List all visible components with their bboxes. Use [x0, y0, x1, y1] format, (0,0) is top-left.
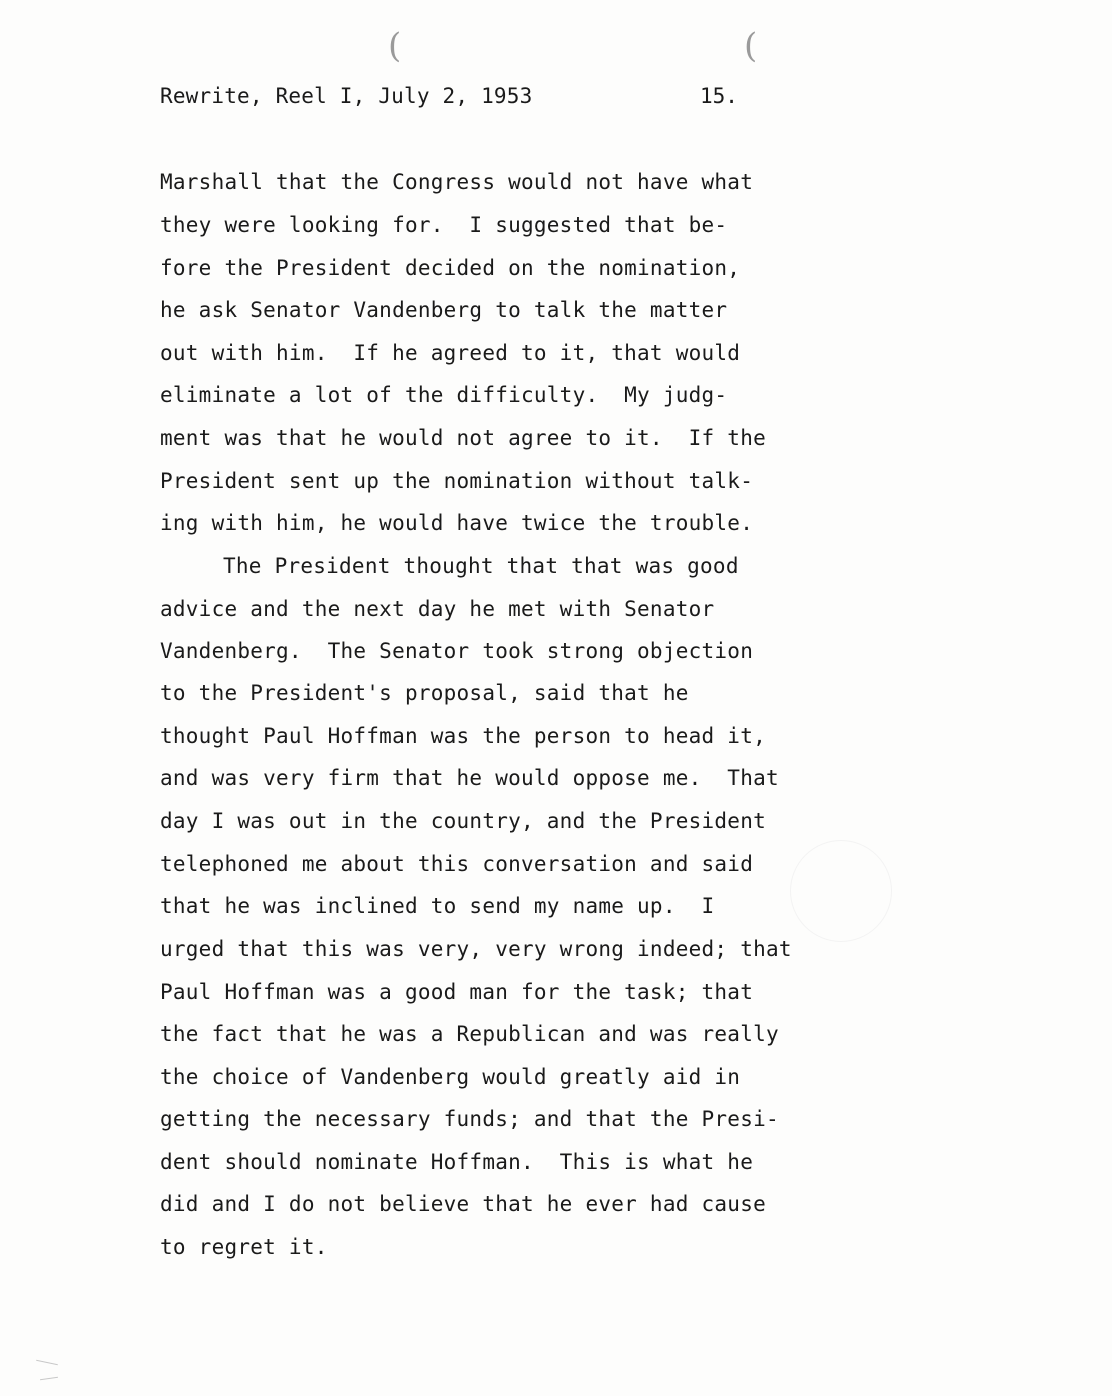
text-line: ment was that he would not agree to it. If the — [160, 426, 766, 450]
text-line: that he was inclined to send my name up. I — [160, 894, 715, 918]
text-line: eliminate a lot of the difficulty. My judg- — [160, 383, 728, 407]
text-line: The President thought that that was good — [223, 554, 739, 578]
text-line: thought Paul Hoffman was the person to head it, — [160, 724, 766, 748]
text-line: urged that this was very, very wrong indeed; that — [160, 937, 792, 961]
text-line: out with him. If he agreed to it, that would — [160, 341, 741, 365]
text-line: and was very firm that he would oppose me. That — [160, 766, 779, 790]
text-line: President sent up the nomination without talk- — [160, 469, 754, 493]
text-line: dent should nominate Hoffman. This is what he — [160, 1150, 754, 1174]
binder-hole-mark-left: ( — [388, 26, 402, 66]
text-line: the fact that he was a Republican and was really — [160, 1022, 779, 1046]
text-line: to the President's proposal, said that he — [160, 681, 689, 705]
header-title: Rewrite, Reel I, July 2, 1953 — [160, 84, 533, 108]
margin-scratch — [40, 1377, 58, 1380]
text-line: advice and the next day he met with Senator — [160, 597, 715, 621]
binder-hole-mark-right: ( — [744, 26, 758, 66]
text-line: the choice of Vandenberg would greatly aid in — [160, 1065, 741, 1089]
text-line: did and I do not believe that he ever had cause — [160, 1192, 766, 1216]
text-line: getting the necessary funds; and that the Presi- — [160, 1107, 779, 1131]
text-line: he ask Senator Vandenberg to talk the matter — [160, 298, 728, 322]
text-line: telephoned me about this conversation and said — [160, 852, 754, 876]
text-line: to regret it. — [160, 1235, 328, 1259]
text-line: day I was out in the country, and the President — [160, 809, 766, 833]
margin-scratch — [36, 1360, 58, 1366]
text-line: Marshall that the Congress would not have what — [160, 170, 754, 194]
text-line: Paul Hoffman was a good man for the task; that — [160, 980, 754, 1004]
text-line: they were looking for. I suggested that be- — [160, 213, 728, 237]
text-line: fore the President decided on the nomination, — [160, 256, 741, 280]
text-line: ing with him, he would have twice the trouble. — [160, 511, 754, 535]
page-number: 15. — [700, 84, 738, 108]
faint-stamp — [790, 840, 892, 942]
text-line: Vandenberg. The Senator took strong objection — [160, 639, 754, 663]
